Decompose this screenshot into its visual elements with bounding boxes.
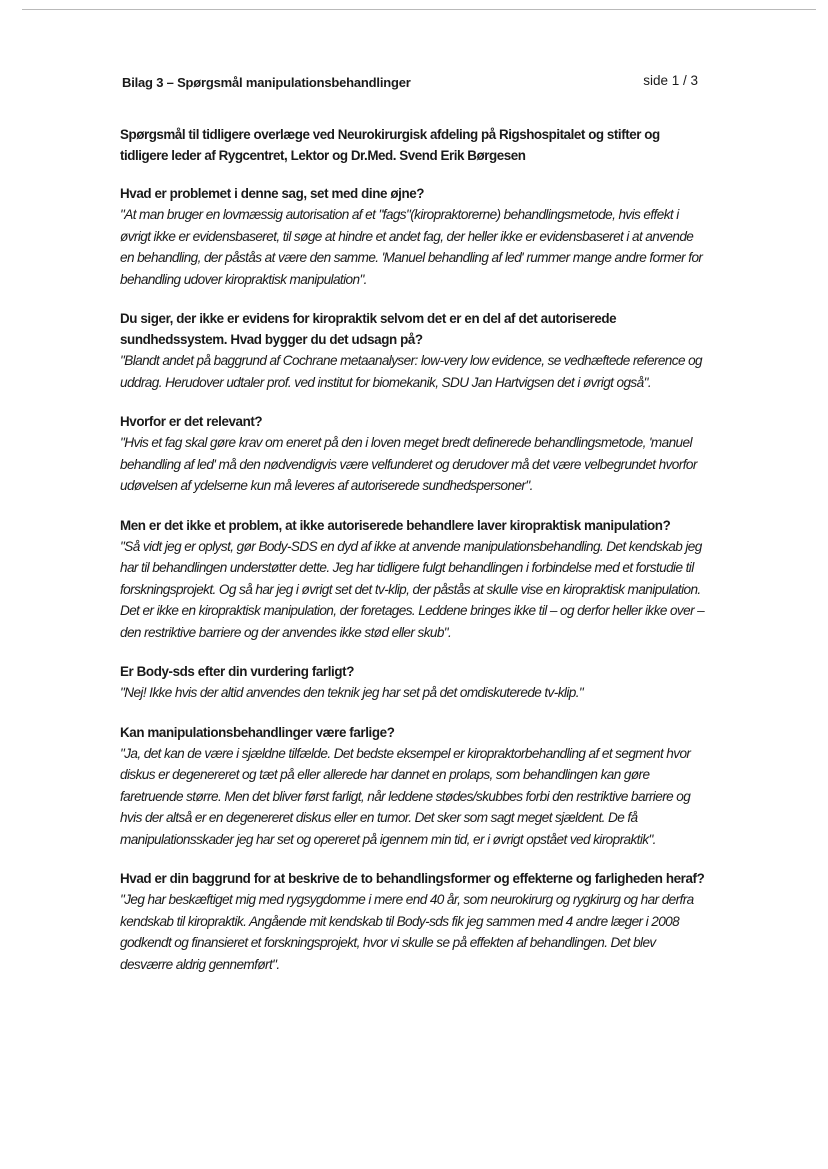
qa-item bbox=[120, 515, 708, 644]
question: Hvad er problemet i denne sag, set med dine øjne? bbox=[120, 186, 425, 201]
page-number: side 1 / 3 bbox=[643, 73, 698, 88]
qa-item bbox=[120, 308, 708, 393]
qa-item bbox=[120, 661, 708, 704]
page-header bbox=[122, 73, 702, 93]
answer: "Ja, det kan de være i sjældne tilfælde. Det bedste eksempel er kiropraktorbehandling af et segment hvor diskus er degenereret og tæt på eller allerede har dannet en prolaps, som behandlingen kan gøre faretruende større. Men det bliver først farligt, når leddene stødes/skubbes forbi den restriktive barriere og hvis der altså er en degenereret diskus eller en tumor. Det sker som sagt meget sjældent. De få manipulationsskader jeg har set og opereret på igennem min tid, er i øvrigt opstået ved kiropraktik". bbox=[120, 745, 691, 847]
answer: "Så vidt jeg er oplyst, gør Body-SDS en dyd af ikke at anvende manipulationsbehandling. Det kendskab jeg har til behandlingen understøtter dette. Jeg har tidligere fulgt behandlingen i forbindelse med et forstudie til forskningsprojekt. Og så har jeg i øvrigt set det tv-klip, der påstås at skulle vise en kiropraktisk manipulation. Det er ikke en kiropraktisk manipulation, der foretages. Leddene bringes ikke til – og derfor heller ikke over – den restriktive barriere og der anvendes ikke stød eller skub". bbox=[120, 538, 705, 640]
question: Kan manipulationsbehandlinger være farlige? bbox=[120, 724, 395, 740]
question: Hvorfor er det relevant? bbox=[120, 414, 263, 429]
intro-heading: Spørgsmål til tidligere overlæge ved Neurokirurgisk afdeling på Rigshospitalet og stifter og tidligere leder af Rygcentret, Lektor og Dr.Med. Svend Erik Børgesen bbox=[120, 127, 660, 163]
qa-item bbox=[120, 722, 708, 851]
document-body bbox=[120, 124, 708, 993]
question: Hvad er din baggrund for at beskrive de to behandlingsformer og effekterne og farligheden heraf? bbox=[120, 871, 705, 886]
qa-item bbox=[120, 411, 708, 497]
qa-item bbox=[120, 868, 708, 975]
answer: "Jeg har beskæftiget mig med rygsygdomme i mere end 40 år, som neurokirurg og rygkirurg og har derfra kendskab til kiropraktik. Angående mit kendskab til Body-sds fik jeg sammen med 4 andre læger i 2008 godkendt og finansieret et forskningsprojekt, hvor vi skulle se på effekten af behandlingen. Det blev desværre aldrig gennemført". bbox=[120, 892, 694, 972]
question: Men er det ikke et problem, at ikke autoriserede behandlere laver kiropraktisk manipulation? bbox=[120, 517, 671, 533]
scan-edge-line bbox=[22, 9, 816, 10]
answer: "Nej! Ikke hvis der altid anvendes den teknik jeg har set på det omdiskuterede tv-klip." bbox=[120, 685, 584, 700]
qa-item bbox=[120, 183, 708, 290]
document-title: Bilag 3 – Spørgsmål manipulationsbehandlinger bbox=[122, 75, 411, 90]
answer: "Hvis et fag skal gøre krav om eneret på den i loven meget bredt definerede behandlingsmetode, 'manuel behandling af led' må den nødvendigvis være velfunderet og derudover må det være velbegrundet hvorfor udøvelsen af ydelserne kun må leveres af autoriserede sundhedspersoner". bbox=[120, 435, 697, 493]
answer: "Blandt andet på baggrund af Cochrane metaanalyser: low-very low evidence, se vedhæftede reference og uddrag. Herudover udtaler prof. ved institut for biomekanik, SDU Jan Hartvigsen det i øvrigt også". bbox=[120, 353, 703, 390]
answer: "At man bruger en lovmæssig autorisation af et "fags"(kiropraktorerne) behandlingsmetode, hvis effekt i øvrigt ikke er evidensbaseret, til søge at hindre et andet fag, der heller ikke er evidensbaseret i at anvende en behandling, der påstås at være den samme. 'Manuel behandling af led' rummer mange andre former for behandling udover kiropraktisk manipulation". bbox=[120, 207, 703, 287]
question: Er Body-sds efter din vurdering farligt? bbox=[120, 664, 354, 679]
question: Du siger, der ikke er evidens for kiropraktik selvom det er en del af det autoriserede sundhedssystem. Hvad bygger du det udsagn på? bbox=[120, 311, 617, 347]
